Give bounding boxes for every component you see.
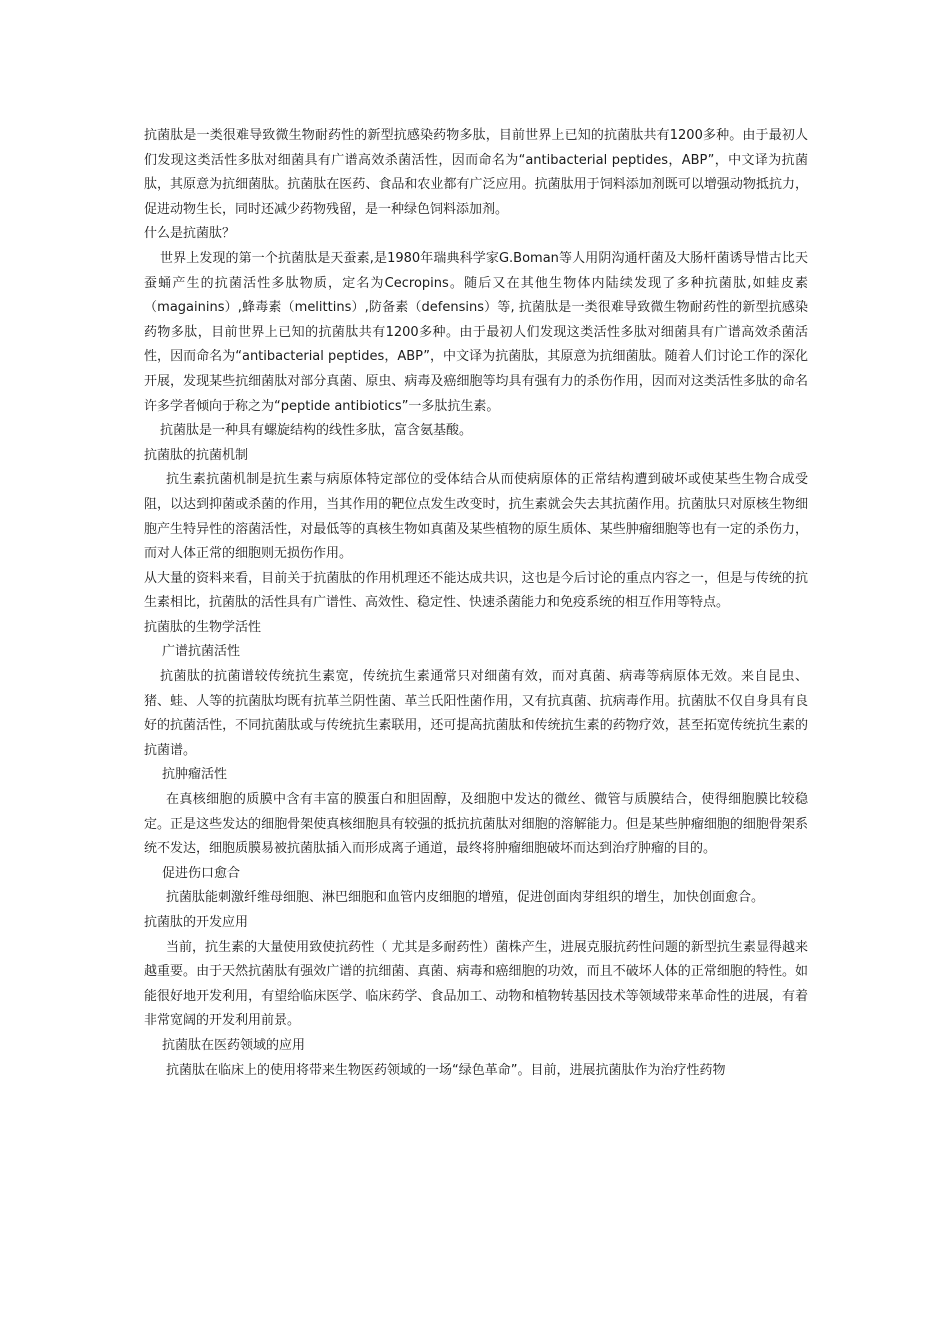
medical-application-paragraph: 抗菌肽在临床上的使用将带来生物医药领域的一场“绿色革命”。目前，进展抗菌肽作为治疗性药物	[166, 1062, 726, 1078]
section-heading-development: 抗菌肽的开发应用	[144, 915, 249, 930]
wound-healing-paragraph: 抗菌肽能刺激纤维母细胞、淋巴细胞和血管内皮细胞的增殖，促进创面肉芽组织的增生，加快创面愈合。	[166, 890, 765, 906]
subheading-antitumor: 抗肿瘤活性	[162, 767, 228, 783]
structure-paragraph: 抗菌肽是一种具有螺旋结构的线性多肽，富含氨基酸。	[160, 423, 473, 439]
document-body	[144, 124, 808, 1083]
antitumor-paragraph: 在真核细胞的质膜中含有丰富的膜蛋白和胆固醇，及细胞中发达的微丝、微管与质膜结合，使得细胞膜比较稳定。正是这些发达的细胞骨架使真核细胞具有较强的抵抗抗菌肽对细胞的溶解能力。但是某些肿瘤细胞的细胞骨架系统不发达，细胞质膜易被抗菌肽插入而形成离子通道，最终将肿瘤细胞破坏而达到治疗肿瘤的目的。	[144, 792, 808, 857]
intro-paragraph: 抗菌肽是一类很难导致微生物耐药性的新型抗感染药物多肽，目前世界上已知的抗菌肽共有1200多种。由于最初人们发现这类活性多肽对细菌具有广谱高效杀菌活性，因而命名为“antibacterial peptides，ABP”，中文译为抗菌肽，其原意为抗细菌肽。抗菌肽在医药、食品和农业都有广泛应用。抗菌肽用于饲料添加剂既可以增强动物抵抗力，促进动物生长，同时还减少药物残留，是一种绿色饲料添加剂。	[144, 128, 808, 217]
mechanism-paragraph: 抗生素抗菌机制是抗生素与病原体特定部位的受体结合从而使病原体的正常结构遭到破坏或使某些生物合成受阻，以达到抑菌或杀菌的作用，当其作用的靶位点发生改变时，抗生素就会失去其抗菌作用。抗菌肽只对原核生物细胞产生特异性的溶菌活性，对最低等的真核生物如真菌及某些植物的原生质体、某些肿瘤细胞等也有一定的杀伤力，而对人体正常的细胞则无损伤作用。	[144, 472, 808, 562]
section-heading-bioactivity: 抗菌肽的生物学活性	[144, 619, 262, 635]
development-paragraph: 当前，抗生素的大量使用致使抗药性（ 尤其是多耐药性）菌株产生，进展克服抗药性问题的新型抗生素显得越来越重要。由于天然抗菌肽有强效广谱的抗细菌、真菌、病毒和癌细胞的功效，而且不破坏人体的正常细胞的特性。如能很好地开发利用，有望给临床医学、临床药学、食品加工、动物和植物转基因技术等领域带来革命性的进展，有着非常宽阔的开发利用前景。	[144, 939, 808, 1029]
section-heading-mechanism: 抗菌肽的抗菌机制	[144, 447, 249, 463]
subheading-broad-spectrum: 广谱抗菌活性	[162, 644, 241, 660]
subheading-wound-healing: 促进伤口愈合	[162, 865, 241, 881]
broad-spectrum-paragraph: 抗菌肽的抗菌谱较传统抗生素宽，传统抗生素通常只对细菌有效，而对真菌、病毒等病原体无效。来自昆虫、猪、蛙、人等的抗菌肽均既有抗革兰阴性菌、革兰氏阳性菌作用，又有抗真菌、抗病毒作用。抗菌肽不仅自身具有良好的抗菌活性，不同抗菌肽或与传统抗生素联用，还可提高抗菌肽和传统抗生素的药物疗效，甚至拓宽传统抗生素的抗菌谱。	[144, 669, 808, 758]
mechanism-summary-paragraph: 从大量的资料来看，目前关于抗菌肽的作用机理还不能达成共识，这也是今后讨论的重点内容之一，但是与传统的抗生素相比，抗菌肽的活性具有广谱性、高效性、稳定性、快速杀菌能力和免疫系统的相互作用等特点。	[144, 570, 808, 611]
section-heading-what-is-amp: 什么是抗菌肽？	[144, 226, 236, 242]
history-paragraph: 世界上发现的第一个抗菌肽是天蚕素,是1980年瑞典科学家G.Boman等人用阴沟通杆菌及大肠杆菌诱导惜古比天蚕蛹产生的抗菌活性多肽物质，定名为Cecropins。随后又在其他生物体内陆续发现了多种抗菌肽,如蛙皮素（magainins）,蜂毒素（melittins）,防备素（defensins）等, 抗菌肽是一类很难导致微生物耐药性的新型抗感染药物多肽，目前世界上已知的抗菌肽共有1200多种。由于最初人们发现这类活性多肽对细菌具有广谱高效杀菌活性，因而命名为“antibacterial peptides，ABP”，中文译为抗菌肽，其原意为抗细菌肽。随着人们讨论工作的深化开展，发现某些抗细菌肽对部分真菌、原虫、病毒及癌细胞等均具有强有力的杀伤作用，因而对这类活性多肽的命名许多学者倾向于称之为“peptide antibiotics”一多肽抗生素。	[144, 250, 808, 414]
subheading-medical-application: 抗菌肽在医药领域的应用	[162, 1037, 306, 1053]
